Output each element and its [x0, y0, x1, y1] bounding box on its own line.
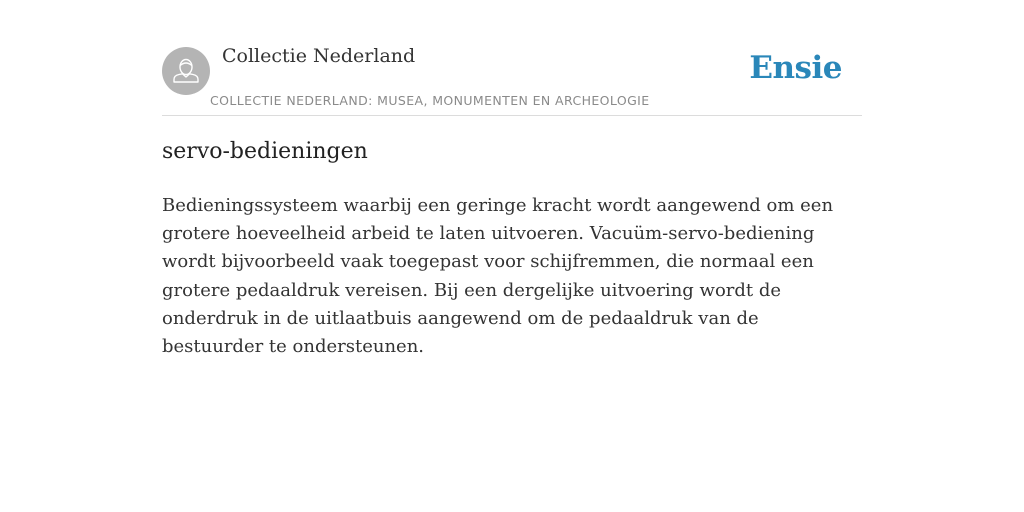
- site-logo[interactable]: Ensie: [749, 50, 842, 86]
- user-silhouette-icon: [162, 47, 210, 95]
- entry-definition: Bedieningssysteem waarbij een geringe kracht wordt aangewend om een grotere hoeveelheid arbeid te laten uitvoeren. Vacuüm-servo-bediening wordt bijvoorbeeld vaak toegepast voor schijfremmen, die normaal een grotere pedaaldruk vereisen. Bij een dergelijke uitvoering wordt de onderdruk in de uitlaatbuis aangewend om de pedaaldruk van de bestuurder te ondersteunen.: [162, 195, 834, 358]
- entry-header: [162, 44, 862, 116]
- entry-title: servo-bedieningen: [162, 139, 368, 164]
- avatar[interactable]: [162, 47, 210, 95]
- author-name[interactable]: Collectie Nederland: [222, 45, 416, 67]
- source-label[interactable]: COLLECTIE NEDERLAND: MUSEA, MONUMENTEN EN ARCHEOLOGIE: [210, 93, 650, 108]
